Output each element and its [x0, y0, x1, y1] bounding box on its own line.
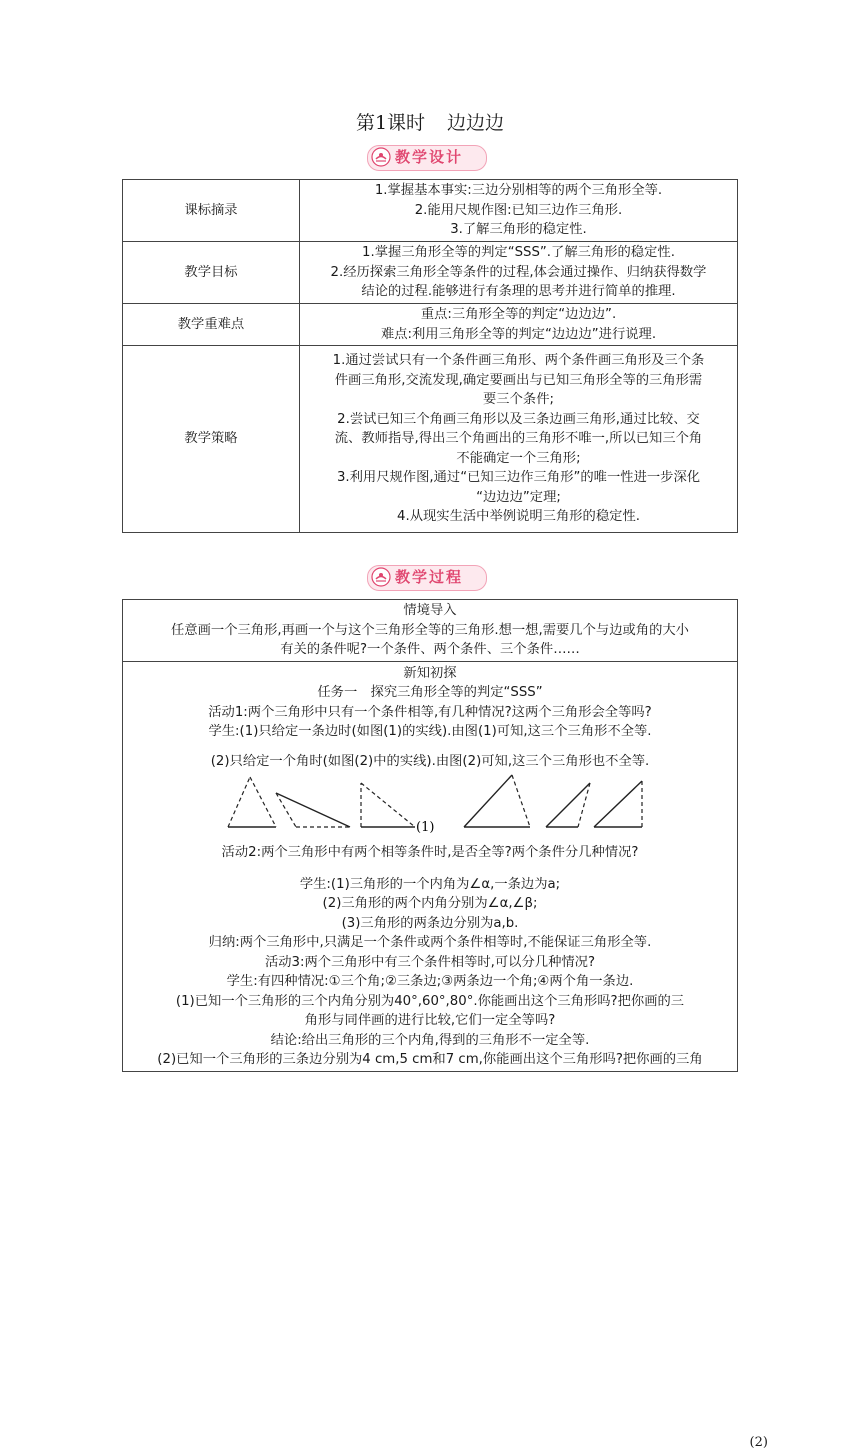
intro-heading: 情境导入 [131, 601, 729, 621]
figure-2-label: (2) [750, 1433, 768, 1452]
figure-1-label: (1) [416, 820, 434, 835]
row-content: 1.掌握三角形全等的判定“SSS”.了解三角形的稳定性. 2.经历探索三角形全等条件的过程,体会通过操作、归纳获得数学 结论的过程.能够进行有条理的思考并进行简单的推理. [300, 242, 738, 304]
row-label: 教学策略 [123, 346, 300, 533]
explore-heading: 新知初探 [131, 664, 729, 684]
row-label: 教学目标 [123, 242, 300, 304]
row-content: 1.通过尝试只有一个条件画三角形、两个条件画三角形及三个条 件画三角形,交流发现,确定要画出与已知三角形全等的三角形需 要三个条件; 2.尝试已知三个角画三角形以及三条边画三角形,通过比较、交 流、教师指导,得出三个角画出的三角形不唯一,所以已知三个角 不能确定一个三角形; 3.利用尺规作图,通过“已知三边作三角形”的唯一性进一步深化 “边边边”定理; 4.从现实生活中举例说明三角形的稳定性. [300, 346, 738, 533]
figure-2-triangles [464, 775, 642, 827]
lesson-name: 边边边 [447, 112, 504, 134]
row-content: 1.掌握基本事实:三边分别相等的两个三角形全等. 2.能用尺规作图:已知三边作三角形. 3.了解三角形的稳定性. [300, 180, 738, 242]
intro-section: 情境导入 任意画一个三角形,再画一个与这个三角形全等的三角形.想一想,需要几个与边或角的大小 有关的条件呢?一个条件、两个条件、三个条件…… [123, 600, 738, 662]
triangle-diagram [210, 771, 650, 843]
task-title: 任务一 探究三角形全等的判定“SSS” [131, 683, 729, 703]
badge-teaching-process [367, 565, 487, 591]
badge-text: 教学设计 [395, 147, 463, 167]
book-logo-icon [371, 147, 391, 167]
row-content: 重点:三角形全等的判定“边边边”. 难点:利用三角形全等的判定“边边边”进行说理. [300, 304, 738, 346]
page-title [0, 108, 860, 135]
figure-1-triangles [228, 777, 415, 827]
row-label: 课标摘录 [123, 180, 300, 242]
book-logo-icon [371, 567, 391, 587]
design-table [122, 179, 738, 533]
badge-teaching-design [367, 145, 487, 171]
triangle-figures [131, 771, 729, 843]
row-label: 教学重难点 [123, 304, 300, 346]
process-table [122, 599, 738, 1072]
badge-text: 教学过程 [395, 567, 463, 587]
explore-section: 新知初探 任务一 探究三角形全等的判定“SSS” 活动1:两个三角形中只有一个条件相等,有几种情况?这两个三角形会全等吗? 学生:(1)只给定一条边时(如图(1)的实线).由图(1)可知,这三个三角形不全等. (2)只给定一个角时(如图(2)中的实线).由图(2)可知,这三个三角形也不全等. (1) (2) 活动2:两个三角形中有两个相等条件时,是否全等?两个条件分几种情况? 学生:(1)三角形的一个内角为∠α,一条边为a; (2)三角形的两个内角分别为∠α,∠β; (3)三角形的两条边分别为a,b. 归纳:两个三角形中,只满足一个条件或两个条件相等时,不能保证三角形全等. 活动3:两个三角形中有三个条件相等时,可以分几种情况? 学生:有四种情况:①三个角;②三条边;③两条边一个角;④两个角一条边. (1)已知一个三角形的三个内角分别为40°,60°,80°.你能画出这个三角形吗?把你画的三 角形与同伴画的进行比较,它们一定全等吗? 结论:给出三角形的三个内角,得到的三角形不一定全等. (2)已知一个三角形的三条边分别为4 cm,5 cm和7 cm,你能画出这个三角形吗?把你画的三角 [123, 661, 738, 1071]
lesson-number: 第1课时 [356, 112, 425, 134]
